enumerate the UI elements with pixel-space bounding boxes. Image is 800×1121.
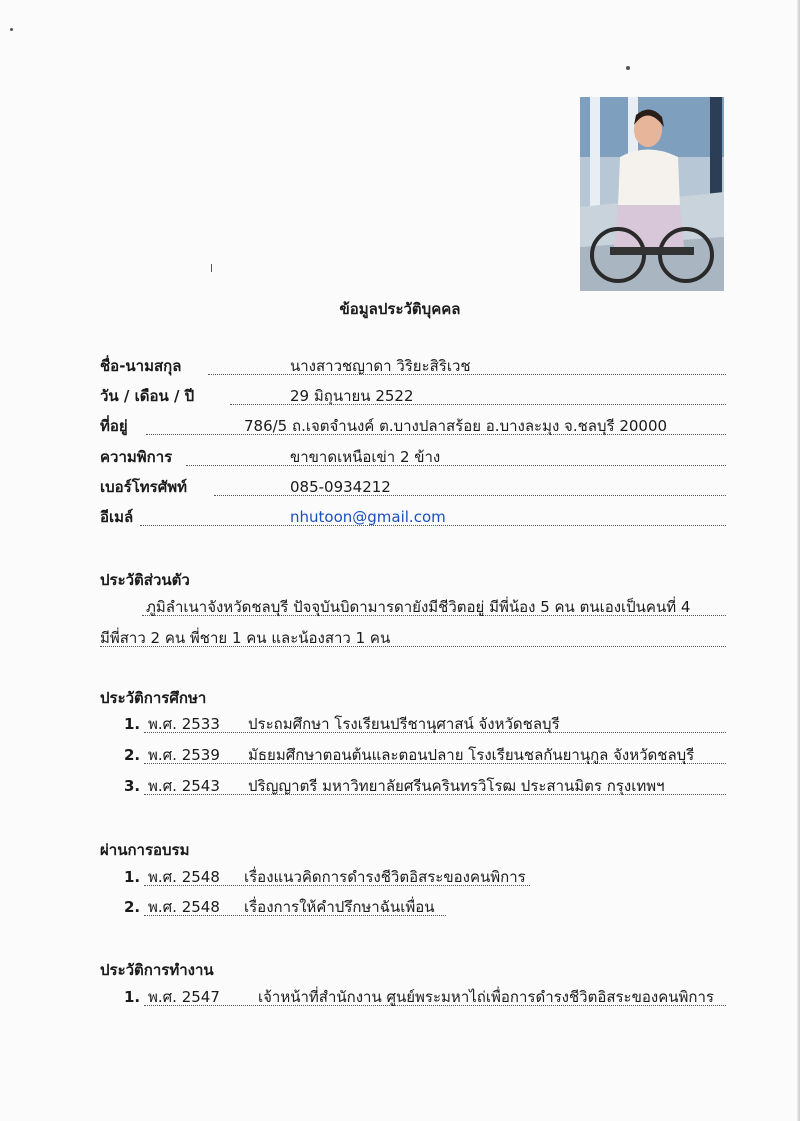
work-heading: ประวัติการทำงาน bbox=[100, 961, 214, 979]
field-dob bbox=[100, 386, 726, 408]
item-number: 3. bbox=[124, 777, 141, 795]
field-disability-value: ขาขาดเหนือเข่า 2 ข้าง bbox=[290, 448, 441, 466]
dotted-line bbox=[186, 465, 726, 466]
field-dob-value: 29 มิถุนายน 2522 bbox=[290, 387, 414, 405]
item-year: พ.ศ. 2533 bbox=[148, 715, 220, 733]
field-address-label: ที่อยู่ bbox=[100, 417, 128, 435]
email-link[interactable]: nhutoon@gmail.com bbox=[290, 508, 446, 526]
personal-heading: ประวัติส่วนตัว bbox=[100, 571, 190, 589]
scan-speck bbox=[626, 66, 630, 70]
item-description: ปริญญาตรี มหาวิทยาลัยศรีนครินทรวิโรฒ ประสานมิตร กรุงเทพฯ bbox=[248, 777, 665, 795]
item-number: 1. bbox=[124, 715, 141, 733]
paragraph-line bbox=[100, 628, 726, 659]
training-heading: ผ่านการอบรม bbox=[100, 841, 190, 859]
item-number: 2. bbox=[124, 746, 141, 764]
field-dob-label: วัน / เดือน / ปี bbox=[100, 387, 195, 405]
field-name bbox=[100, 356, 726, 378]
education-heading: ประวัติการศึกษา bbox=[100, 689, 207, 707]
field-disability bbox=[100, 447, 726, 469]
field-name-value: นางสาวชญาดา วิริยะสิริเวช bbox=[290, 357, 471, 375]
item-number: 1. bbox=[124, 868, 141, 886]
field-email-label: อีเมล์ bbox=[100, 508, 134, 526]
item-number: 2. bbox=[124, 898, 141, 916]
field-email bbox=[100, 507, 726, 529]
item-description: เรื่องการให้คำปรึกษาฉันเพื่อน bbox=[244, 898, 435, 916]
education-item bbox=[124, 776, 726, 800]
paragraph-line bbox=[100, 597, 726, 628]
field-phone-label: เบอร์โทรศัพท์ bbox=[100, 478, 188, 496]
personal-paragraph bbox=[100, 597, 726, 659]
scan-speck bbox=[10, 28, 13, 31]
education-item bbox=[124, 745, 726, 769]
field-address bbox=[100, 416, 726, 438]
work-item bbox=[124, 987, 726, 1011]
education-item bbox=[124, 714, 726, 738]
item-year: พ.ศ. 2548 bbox=[148, 868, 220, 886]
item-description: ประถมศึกษา โรงเรียนปรีชานุศาสน์ จังหวัดชลบุรี bbox=[248, 715, 560, 733]
personal-line-1: ภูมิลำเนาจังหวัดชลบุรี ปัจจุบันบิดามารดายังมีชีวิตอยู่ มีพี่น้อง 5 คน ตนเองเป็นคนที่ 4 bbox=[146, 598, 691, 616]
training-item bbox=[124, 897, 726, 921]
item-year: พ.ศ. 2543 bbox=[148, 777, 220, 795]
item-year: พ.ศ. 2548 bbox=[148, 898, 220, 916]
item-year: พ.ศ. 2539 bbox=[148, 746, 220, 764]
document-title: ข้อมูลประวัติบุคคล bbox=[339, 300, 461, 318]
field-name-label: ชื่อ-นามสกุล bbox=[100, 357, 182, 375]
item-year: พ.ศ. 2547 bbox=[148, 988, 220, 1006]
field-address-value: 786/5 ถ.เจตจำนงค์ ต.บางปลาสร้อย อ.บางละมุง จ.ชลบุรี 20000 bbox=[244, 417, 668, 435]
item-number: 1. bbox=[124, 988, 141, 1006]
personal-line-2: มีพี่สาว 2 คน พี่ชาย 1 คน และน้องสาว 1 คน bbox=[100, 629, 391, 647]
scan-speck bbox=[211, 264, 212, 272]
field-phone bbox=[100, 477, 726, 499]
item-description: มัธยมศึกษาตอนต้นและตอนปลาย โรงเรียนชลกันยานุกูล จังหวัดชลบุรี bbox=[248, 746, 695, 764]
training-item bbox=[124, 867, 726, 891]
item-description: เจ้าหน้าที่สำนักงาน ศูนย์พระมหาไถ่เพื่อการดำรงชีวิตอิสระของคนพิการ bbox=[258, 988, 714, 1006]
profile-photo bbox=[580, 97, 724, 291]
field-disability-label: ความพิการ bbox=[100, 448, 173, 466]
field-phone-value: 085-0934212 bbox=[290, 478, 391, 496]
item-description: เรื่องแนวคิดการดำรงชีวิตอิสระของคนพิการ bbox=[244, 868, 526, 886]
